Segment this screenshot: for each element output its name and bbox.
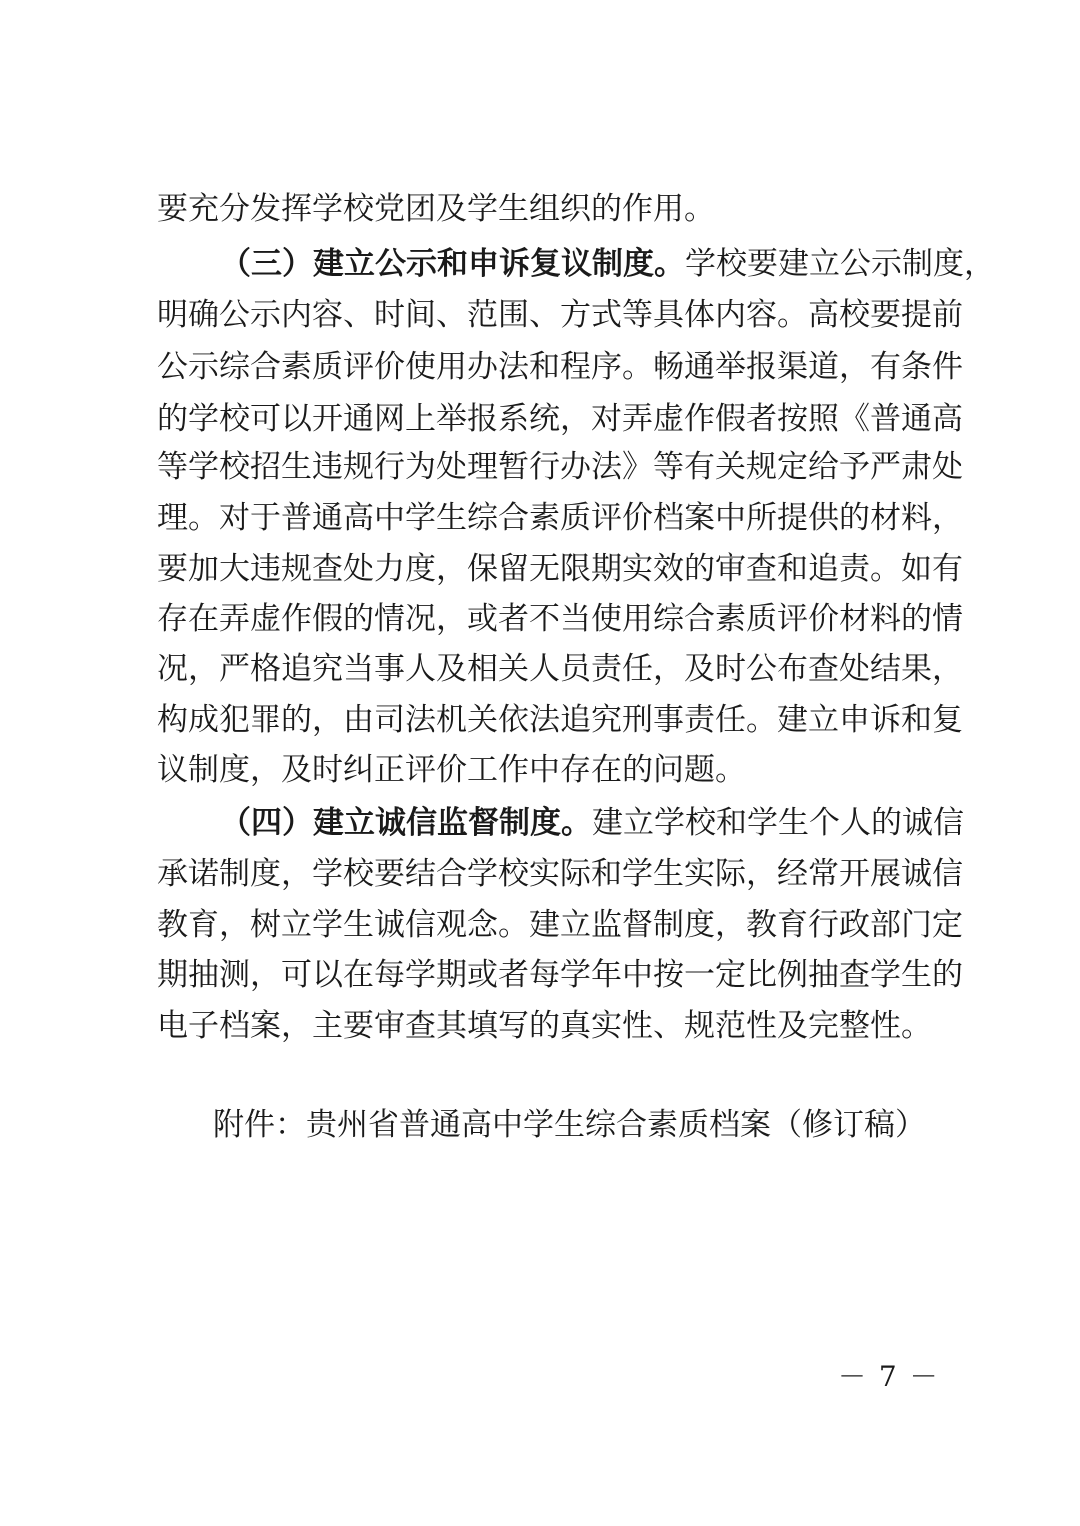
paragraph-line: 教育，树立学生诚信观念。建立监督制度，教育行政部门定: [157, 907, 963, 943]
paragraph-line: 的学校可以开通网上举报系统，对弄虚作假者按照《普通高: [157, 401, 963, 437]
section-three-first-line: （三）建立公示和申诉复议制度。学校要建立公示制度，: [220, 246, 995, 282]
paragraph-line: 议制度，及时纠正评价工作中存在的问题。: [157, 752, 746, 788]
page-number: － 7 －: [838, 1360, 940, 1393]
paragraph-line: 电子档案，主要审查其填写的真实性、规范性及完整性。: [157, 1008, 932, 1044]
paragraph-line: 期抽测，可以在每学期或者每学年中按一定比例抽查学生的: [157, 957, 963, 993]
section-four-first-line: （四）建立诚信监督制度。建立学校和学生个人的诚信: [220, 805, 964, 841]
paragraph-line: 明确公示内容、时间、范围、方式等具体内容。高校要提前: [157, 297, 963, 333]
paragraph-line: 况，严格追究当事人及相关人员责任，及时公布查处结果，: [157, 651, 963, 687]
paragraph-line: 要充分发挥学校党团及学生组织的作用。: [157, 191, 715, 227]
paragraph-line: 理。对于普通高中学生综合素质评价档案中所提供的材料，: [157, 500, 963, 536]
paragraph-line: 等学校招生违规行为处理暂行办法》等有关规定给予严肃处: [157, 449, 963, 485]
attachment-note: 附件：贵州省普通高中学生综合素质档案（修订稿）: [213, 1107, 926, 1143]
paragraph-line: 承诺制度，学校要结合学校实际和学生实际，经常开展诚信: [157, 856, 963, 892]
paragraph-line: 存在弄虚作假的情况，或者不当使用综合素质评价材料的情: [157, 601, 963, 637]
paragraph-line: 构成犯罪的，由司法机关依法追究刑事责任。建立申诉和复: [157, 702, 963, 738]
paragraph-line: 公示综合素质评价使用办法和程序。畅通举报渠道，有条件: [157, 349, 963, 385]
paragraph-line: 要加大违规查处力度，保留无限期实效的审查和追责。如有: [157, 551, 963, 587]
section-four-heading: （四）建立诚信监督制度。: [220, 805, 592, 841]
section-three-heading: （三）建立公示和申诉复议制度。: [220, 246, 685, 282]
